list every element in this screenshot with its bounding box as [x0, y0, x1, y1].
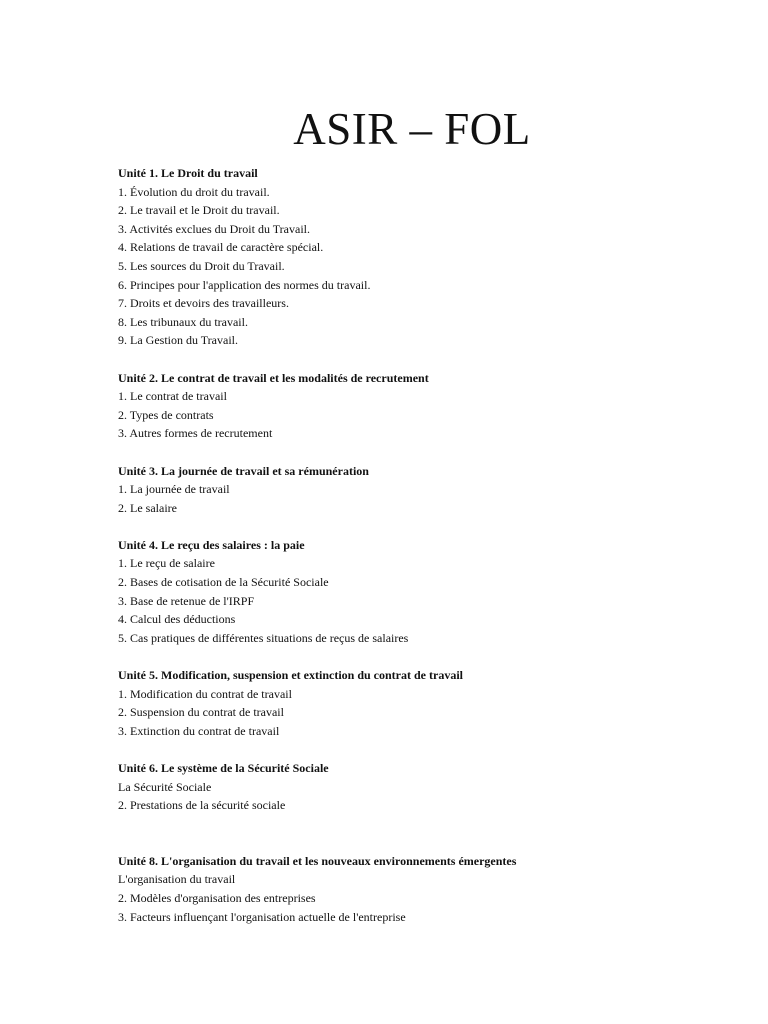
- unit-8: [118, 852, 538, 926]
- unit-title: Unité 1. Le Droit du travail: [118, 166, 258, 180]
- unit-4: [118, 536, 538, 648]
- unit-title: Unité 3. La journée de travail et sa rémunération: [118, 463, 369, 478]
- unit-item: 4. Calcul des déductions: [118, 612, 236, 627]
- unit-item: 1. Modification du contrat de travail: [118, 686, 292, 701]
- unit-item: 2. Le salaire: [118, 500, 177, 515]
- unit-item: 1. Le contrat de travail: [118, 389, 227, 404]
- unit-item: 3. Activités exclues du Droit du Travail.: [118, 221, 310, 236]
- unit-item: 9. La Gestion du Travail.: [118, 333, 238, 348]
- unit-item: La Sécurité Sociale: [118, 779, 212, 794]
- unit-item: L'organisation du travail: [118, 872, 236, 887]
- unit-items: [118, 778, 538, 815]
- unit-item: 2. Bases de cotisation de la Sécurité Sociale: [118, 575, 329, 590]
- unit-item: 1. Le reçu de salaire: [118, 556, 215, 571]
- unit-item: 1. La journée de travail: [118, 482, 230, 497]
- unit-item: 4. Relations de travail de caractère spécial.: [118, 240, 324, 255]
- unit-items: [118, 480, 538, 517]
- syllabus-content: [118, 164, 538, 945]
- unit-3: [118, 462, 538, 518]
- unit-item: 3. Base de retenue de l'IRPF: [118, 593, 255, 608]
- unit-item: 1. Évolution du droit du travail.: [118, 184, 270, 199]
- unit-items: [118, 870, 538, 926]
- unit-item: 2. Modèles d'organisation des entreprises: [118, 890, 316, 905]
- unit-1: [118, 164, 538, 350]
- unit-item: 3. Facteurs influençant l'organisation actuelle de l'entreprise: [118, 909, 406, 924]
- unit-5: [118, 666, 538, 740]
- unit-6: [118, 759, 538, 815]
- unit-2: [118, 369, 538, 443]
- unit-item: 3. Extinction du contrat de travail: [118, 723, 280, 738]
- unit-item: 2. Types de contrats: [118, 407, 214, 422]
- unit-title: Unité 4. Le reçu des salaires : la paie: [118, 537, 305, 552]
- unit-title: Unité 6. Le système de la Sécurité Sociale: [118, 761, 329, 775]
- unit-item: 7. Droits et devoirs des travailleurs.: [118, 296, 289, 311]
- unit-title: Unité 2. Le contrat de travail et les modalités de recrutement: [118, 370, 429, 385]
- unit-items: [118, 183, 538, 350]
- unit-item: 2. Prestations de la sécurité sociale: [118, 798, 286, 813]
- unit-items: [118, 685, 538, 741]
- unit-item: 2. Le travail et le Droit du travail.: [118, 203, 280, 218]
- unit-title: Unité 8. L'organisation du travail et les nouveaux environnements émergentes: [118, 853, 517, 868]
- unit-item: 5. Les sources du Droit du Travail.: [118, 258, 285, 273]
- document-title: ASIR – FOL: [293, 104, 531, 154]
- unit-title: Unité 5. Modification, suspension et extinction du contrat de travail: [118, 668, 463, 683]
- unit-item: 6. Principes pour l'application des normes du travail.: [118, 277, 371, 292]
- unit-item: 2. Suspension du contrat de travail: [118, 705, 284, 720]
- unit-item: 8. Les tribunaux du travail.: [118, 314, 248, 329]
- unit-item: 5. Cas pratiques de différentes situations de reçus de salaires: [118, 630, 409, 645]
- unit-items: [118, 387, 538, 443]
- unit-items: [118, 554, 538, 647]
- unit-item: 3. Autres formes de recrutement: [118, 426, 273, 441]
